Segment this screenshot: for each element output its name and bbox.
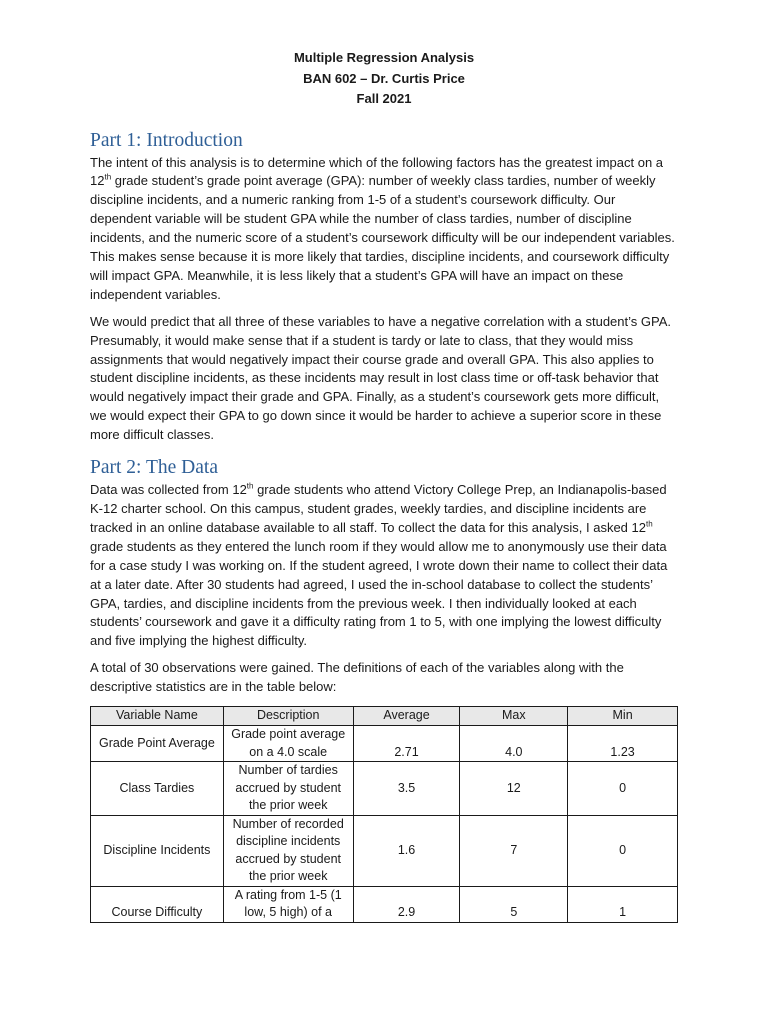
cell-description: Grade point average on a 4.0 scale bbox=[223, 726, 353, 762]
cell-variable-name: Class Tardies bbox=[91, 762, 224, 816]
data-p1-text-b: grade students who attend Victory College Prep, an Indianapolis-based K-12 charter school. On this campus, student grades, weekly tardies, and discipline incidents are tracked in an online database available to all staff. To collect the data for this analysis, I asked 12 bbox=[90, 482, 667, 535]
intro-p1-text-b: grade student’s grade point average (GPA): number of weekly class tardies, number of weekly discipline incidents, and a numeric ranking from 1-5 of a student’s coursework difficulty. Our dependent variable will be student GPA while the number of class tardies, number of discipline incidents, and the numeric score of a student’s coursework difficulty will be our independent variables. This makes sense because it is more likely that tardies, discipline incidents, and coursework difficulty will impact GPA. Meanwhile, it is less likely that a student’s GPA will have an impact on these independent variables. bbox=[90, 173, 675, 302]
cell-max: 4.0 bbox=[460, 726, 568, 762]
cell-min: 1 bbox=[568, 886, 678, 922]
data-paragraph-1 bbox=[90, 481, 678, 651]
cell-average: 3.5 bbox=[353, 762, 460, 816]
cell-max: 12 bbox=[460, 762, 568, 816]
cell-description: Number of recorded discipline incidents accrued by student the prior week bbox=[223, 815, 353, 886]
cell-description: A rating from 1-5 (1 low, 5 high) of a bbox=[223, 886, 353, 922]
document-header bbox=[90, 48, 678, 110]
intro-heading: Part 1: Introduction bbox=[90, 129, 243, 151]
data-p1-text-c: grade students as they entered the lunch room if they would allow me to anonymously use their data for a case study I was working on. If the student agreed, I wrote down their name to collect their data at a later date. After 30 students had agreed, I used the in-school database to collect the students’ GPA, tardies, and discipline incidents from the previous week. I then individually looked at each students’ coursework and gave it a difficulty rating from 1 to 5, with one implying the lowest difficulty and five implying the highest difficulty. bbox=[90, 538, 668, 649]
cell-variable-name: Grade Point Average bbox=[91, 726, 224, 762]
intro-p1-superscript: th bbox=[104, 173, 112, 183]
cell-variable-name: Course Difficulty bbox=[91, 886, 224, 922]
table-header-row bbox=[91, 707, 678, 726]
intro-paragraph-2: We would predict that all three of these variables to have a negative correlation with a student’s GPA. Presumably, it would make sense that if a student is tardy or late to class, that they would miss assignments that would negatively impact their course grade and overall GPA. This also applies to student discipline incidents, as these incidents may result in lost class time or off-task behavior that would negatively impact their grade and GPA. Finally, as a student’s coursework gets more difficult, we would expect their GPA to go down since it would be harder to achieve a superior score in these more difficult classes. bbox=[90, 313, 671, 443]
intro-p1-text-a: The intent of this analysis is to determine which of the following factors has the greatest impact on a 12 bbox=[90, 154, 664, 189]
cell-average: 1.6 bbox=[353, 815, 460, 886]
table-row bbox=[91, 762, 678, 816]
data-p1-superscript-2: th bbox=[645, 519, 653, 529]
cell-average: 2.9 bbox=[353, 886, 460, 922]
cell-max: 5 bbox=[460, 886, 568, 922]
cell-max: 7 bbox=[460, 815, 568, 886]
table-row bbox=[91, 815, 678, 886]
data-p1-text-a: Data was collected from 12 bbox=[90, 482, 247, 498]
cell-variable-name: Discipline Incidents bbox=[91, 815, 224, 886]
cell-description: Number of tardies accrued by student the prior week bbox=[223, 762, 353, 816]
data-p1-superscript-1: th bbox=[246, 481, 254, 491]
header-max: Max bbox=[460, 707, 568, 726]
cell-average: 2.71 bbox=[353, 726, 460, 762]
data-paragraph-2: A total of 30 observations were gained. The definitions of each of the variables along with the descriptive statistics are in the table below: bbox=[90, 660, 624, 695]
table-row bbox=[91, 886, 678, 922]
intro-paragraph-1 bbox=[90, 154, 678, 305]
header-min: Min bbox=[568, 707, 678, 726]
cell-min: 1.23 bbox=[568, 726, 678, 762]
header-average: Average bbox=[353, 707, 460, 726]
header-description: Description bbox=[223, 707, 353, 726]
course-line: BAN 602 – Dr. Curtis Price bbox=[303, 70, 465, 86]
document-title: Multiple Regression Analysis bbox=[293, 50, 475, 65]
header-variable-name: Variable Name bbox=[91, 707, 224, 726]
cell-min: 0 bbox=[568, 762, 678, 816]
data-heading: Part 2: The Data bbox=[90, 457, 218, 479]
cell-min: 0 bbox=[568, 815, 678, 886]
descriptive-statistics-table bbox=[90, 706, 678, 923]
table-row bbox=[91, 726, 678, 762]
term-line: Fall 2021 bbox=[356, 91, 412, 106]
